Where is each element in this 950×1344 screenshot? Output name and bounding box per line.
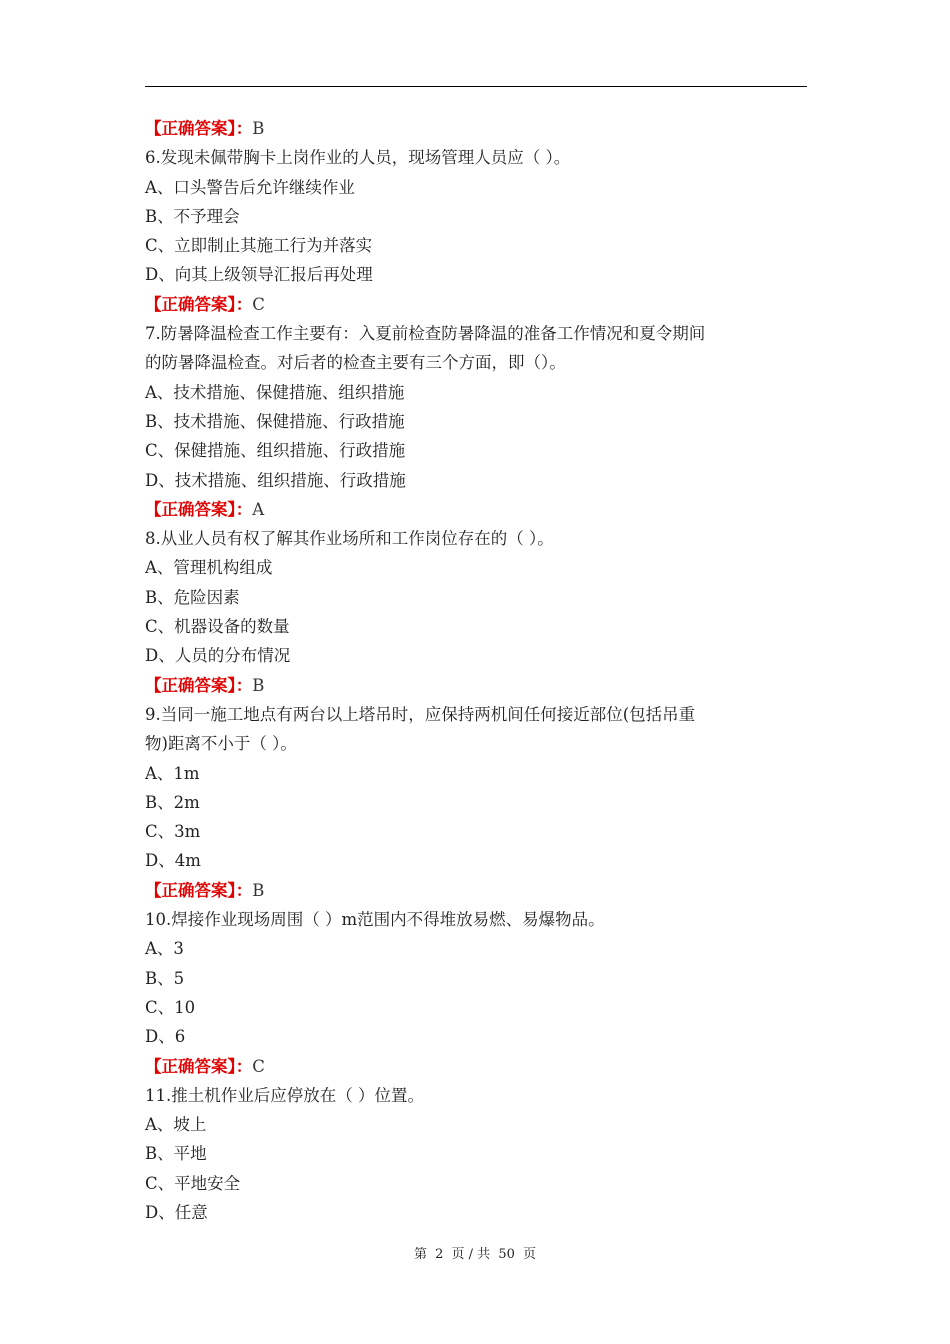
correct-answer-label: 【正确答案】： bbox=[145, 880, 253, 900]
correct-answer-value: B bbox=[252, 880, 265, 900]
footer-current-page: 2 bbox=[435, 1247, 444, 1262]
answer-option: C、立即制止其施工行为并落实 bbox=[145, 236, 373, 256]
correct-answer-value: C bbox=[252, 1056, 265, 1076]
answer-option: A、管理机构组成 bbox=[145, 558, 273, 578]
correct-answer-label: 【正确答案】： bbox=[145, 294, 253, 314]
correct-answer-label: 【正确答案】： bbox=[145, 119, 253, 138]
answer-option: A、口头警告后允许继续作业 bbox=[145, 177, 355, 197]
footer-mid: 页 / 共 bbox=[451, 1247, 491, 1262]
correct-answer-line bbox=[145, 495, 807, 524]
page-footer bbox=[0, 1243, 950, 1262]
question-text: 物)距离不小于（ ）。 bbox=[145, 734, 297, 754]
answer-option: B、技术措施、保健措施、行政措施 bbox=[145, 411, 405, 431]
correct-answer-line bbox=[145, 290, 807, 319]
answer-option: D、向其上级领导汇报后再处理 bbox=[145, 265, 373, 285]
question-text: 10.焊接作业现场周围（ ）m范围内不得堆放易燃、易爆物品。 bbox=[145, 910, 605, 930]
correct-answer-value: B bbox=[252, 119, 265, 138]
answer-option: C、3m bbox=[145, 822, 201, 842]
footer-suffix: 页 bbox=[523, 1247, 537, 1262]
correct-answer-label: 【正确答案】： bbox=[145, 499, 253, 519]
correct-answer-value: C bbox=[252, 294, 265, 314]
answer-option: B、不予理会 bbox=[145, 206, 240, 226]
answer-option: A、3 bbox=[145, 939, 184, 959]
answer-option: C、10 bbox=[145, 997, 196, 1017]
answer-option: D、4m bbox=[145, 851, 201, 871]
footer-prefix: 第 bbox=[413, 1247, 427, 1262]
answer-option: B、5 bbox=[145, 968, 185, 988]
answer-option: D、人员的分布情况 bbox=[145, 646, 291, 666]
answer-option: A、技术措施、保健措施、组织措施 bbox=[145, 382, 405, 402]
answer-option: C、机器设备的数量 bbox=[145, 617, 290, 637]
answer-option: B、平地 bbox=[145, 1144, 207, 1164]
answer-option: B、2m bbox=[145, 792, 200, 812]
answer-option: D、6 bbox=[145, 1027, 186, 1047]
question-text: 7.防暑降温检查工作主要有：入夏前检查防暑降温的准备工作情况和夏令期间 bbox=[145, 324, 706, 344]
correct-answer-line bbox=[145, 876, 807, 905]
correct-answer-label: 【正确答案】： bbox=[145, 675, 253, 695]
answer-option: D、任意 bbox=[145, 1202, 208, 1222]
correct-answer-value: B bbox=[252, 675, 265, 695]
answer-option: C、平地安全 bbox=[145, 1173, 241, 1193]
document-body bbox=[145, 114, 807, 1227]
question-text: 8.从业人员有权了解其作业场所和工作岗位存在的（ ）。 bbox=[145, 529, 554, 549]
question-text: 11.推土机作业后应停放在（ ）位置。 bbox=[145, 1085, 424, 1105]
correct-answer-line bbox=[145, 671, 807, 700]
answer-option: B、危险因素 bbox=[145, 587, 240, 607]
answer-option: A、1m bbox=[145, 763, 200, 783]
question-text: 6.发现未佩带胸卡上岗作业的人员，现场管理人员应（ ）。 bbox=[145, 148, 571, 168]
footer-total-pages: 50 bbox=[498, 1247, 515, 1262]
correct-answer-label: 【正确答案】： bbox=[145, 1056, 253, 1076]
answer-option: A、坡上 bbox=[145, 1115, 207, 1135]
answer-option: C、保健措施、组织措施、行政措施 bbox=[145, 441, 406, 461]
question-text: 的防暑降温检查。对后者的检查主要有三个方面，即（）。 bbox=[145, 353, 566, 373]
header-rule bbox=[145, 86, 807, 87]
question-text: 9.当同一施工地点有两台以上塔吊时，应保持两机间任何接近部位(包括吊重 bbox=[145, 704, 696, 724]
correct-answer-line bbox=[145, 1052, 807, 1081]
correct-answer-line bbox=[145, 114, 807, 143]
correct-answer-value: A bbox=[252, 499, 265, 519]
answer-option: D、技术措施、组织措施、行政措施 bbox=[145, 470, 406, 490]
